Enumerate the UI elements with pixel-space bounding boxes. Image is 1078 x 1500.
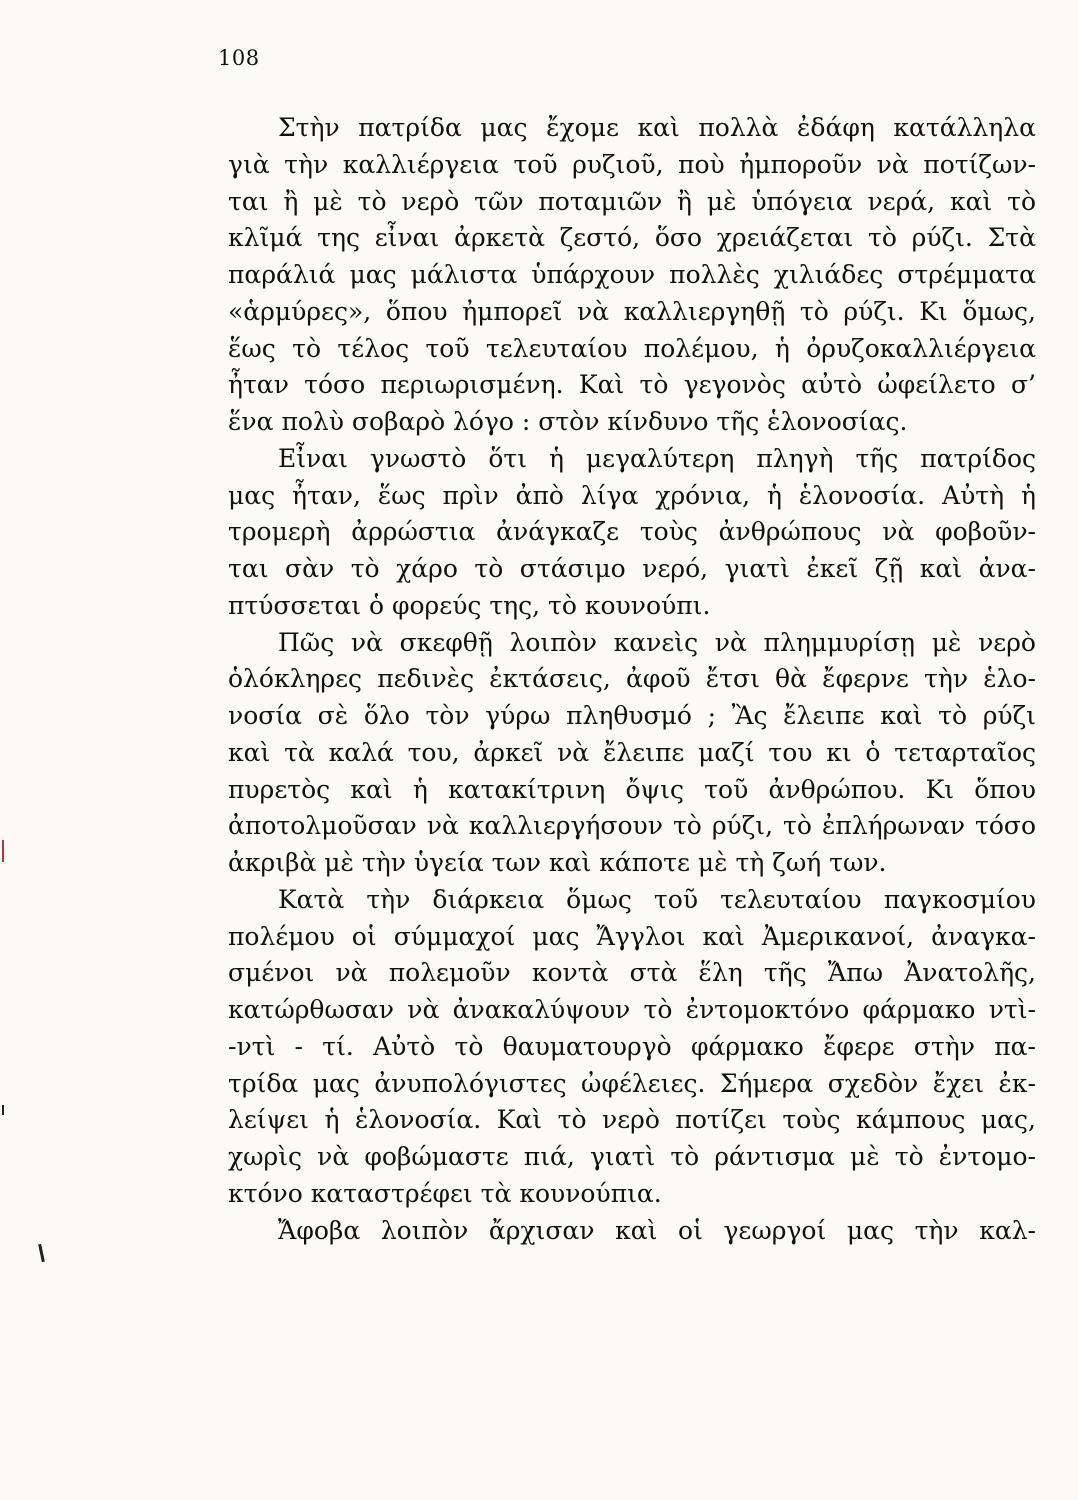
margin-mark (38, 1244, 45, 1262)
text-line: κλῖμά της εἶναι ἀρκετὰ ζεστό, ὅσο χρειάζεται τὸ ρύζι. Στὰ (228, 223, 1036, 253)
text-line: ἦταν τόσο περιωρισμένη. Καὶ τὸ γεγονὸς αὐτὸ ὠφείλετο σ’ (228, 370, 1036, 400)
text-line: καὶ τὰ καλά του, ἀρκεῖ νὰ ἔλειπε μαζί του κι ὁ τεταρταῖος (228, 737, 1036, 767)
margin-mark (2, 1105, 4, 1115)
text-line: Στὴν πατρίδα μας ἔχομε καὶ πολλὰ ἐδάφη κατάλληλα (278, 113, 1036, 142)
text-line: ται ἢ μὲ τὸ νερὸ τῶν ποταμιῶν ἢ μὲ ὑπόγεια νερά, καὶ τὸ (228, 186, 1036, 216)
text-line: τρίδα μας ἀνυπολόγιστες ὠφέλειες. Σήμερα σχεδὸν ἔχει ἐκ- (228, 1068, 1036, 1098)
text-line: κτόνο καταστρέφει τὰ κουνούπια. (228, 1178, 662, 1208)
text-line: ἀκριβὰ μὲ τὴν ὑγεία των καὶ κάποτε μὲ τὴ ζωή των. (228, 848, 887, 877)
text-line: ἀποτολμοῦσαν νὰ καλλιεργήσουν τὸ ρύζι, τὸ ἐπλήρωναν τόσο (228, 811, 1036, 841)
text-line: μας ἦταν, ἕως πρὶν ἀπὸ λίγα χρόνια, ἡ ἑλονοσία. Αὐτὴ ἡ (228, 480, 1036, 510)
text-line: λείψει ἡ ἑλονοσία. Καὶ τὸ νερὸ ποτίζει τοὺς κάμπους μας, (228, 1105, 1036, 1135)
text-line: ἕως τὸ τέλος τοῦ τελευταίου πολέμου, ἡ ὀρυζοκαλλιέργεια (228, 333, 1036, 363)
margin-mark (2, 840, 4, 862)
text-line: Κατὰ τὴν διάρκεια ὅμως τοῦ τελευταίου παγκοσμίου (278, 884, 1036, 914)
text-line: ὁλόκληρες πεδινὲς ἐκτάσεις, ἀφοῦ ἔτσι θὰ ἔφερνε τὴν ἑλο- (228, 664, 1036, 694)
text-line: γιὰ τὴν καλλιέργεια τοῦ ρυζιοῦ, ποὺ ἠμποροῦν νὰ ποτίζων- (228, 149, 1036, 179)
text-line: πτύσσεται ὁ φορεύς της, τὸ κουνούπι. (228, 590, 711, 620)
text-line: Πῶς νὰ σκεφθῇ λοιπὸν κανεὶς νὰ πλημμυρίσῃ μὲ νερὸ (278, 627, 1036, 657)
text-line: κατώρθωσαν νὰ ἀνακαλύψουν τὸ ἐντομοκτόνο φάρμακο ντὶ- (228, 995, 1036, 1024)
page-number: 108 (218, 46, 260, 70)
text-line: νοσία σὲ ὅλο τὸν γύρω πληθυσμό ; Ἂς ἔλειπε καὶ τὸ ρύζι (228, 701, 1036, 730)
text-line: ἕνα πολὺ σοβαρὸ λόγο : στὸν κίνδυνο τῆς ἑλονοσίας. (228, 407, 908, 436)
text-line: παράλιά μας μάλιστα ὑπάρχουν πολλὲς χιλιάδες στρέμματα (228, 260, 1036, 289)
text-line: «ἁρμύρες», ὅπου ἠμπορεῖ νὰ καλλιεργηθῇ τὸ ρύζι. Κι ὅμως, (228, 296, 1036, 326)
text-line: πολέμου οἱ σύμμαχοί μας Ἄγγλοι καὶ Ἀμερικανοί, ἀναγκα- (228, 921, 1036, 951)
body-text (228, 110, 1036, 1249)
text-line: χωρὶς νὰ φοβώμαστε πιά, γιατὶ τὸ ράντισμα μὲ τὸ ἐντομο- (228, 1142, 1036, 1171)
text-line: τρομερὴ ἀρρώστια ἀνάγκαζε τοὺς ἀνθρώπους νὰ φοβοῦν- (228, 517, 1036, 547)
text-line: -ντὶ - τί. Αὐτὸ τὸ θαυματουργὸ φάρμακο ἔφερε στὴν πα- (228, 1031, 1036, 1061)
text-line: πυρετὸς καὶ ἡ κατακίτρινη ὄψις τοῦ ἀνθρώπου. Κι ὅπου (228, 774, 1036, 804)
text-line: Εἶναι γνωστὸ ὅτι ἡ μεγαλύτερη πληγὴ τῆς πατρίδος (278, 443, 1036, 473)
text-line: Ἄφοβα λοιπὸν ἄρχισαν καὶ οἱ γεωργοί μας τὴν καλ- (278, 1215, 1036, 1245)
text-line: ται σὰν τὸ χάρο τὸ στάσιμο νερό, γιατὶ ἐκεῖ ζῇ καὶ ἀνα- (228, 554, 1036, 583)
text-line: σμένοι νὰ πολεμοῦν κοντὰ στὰ ἕλη τῆς Ἄπω Ἀνατολῆς, (228, 958, 1036, 988)
